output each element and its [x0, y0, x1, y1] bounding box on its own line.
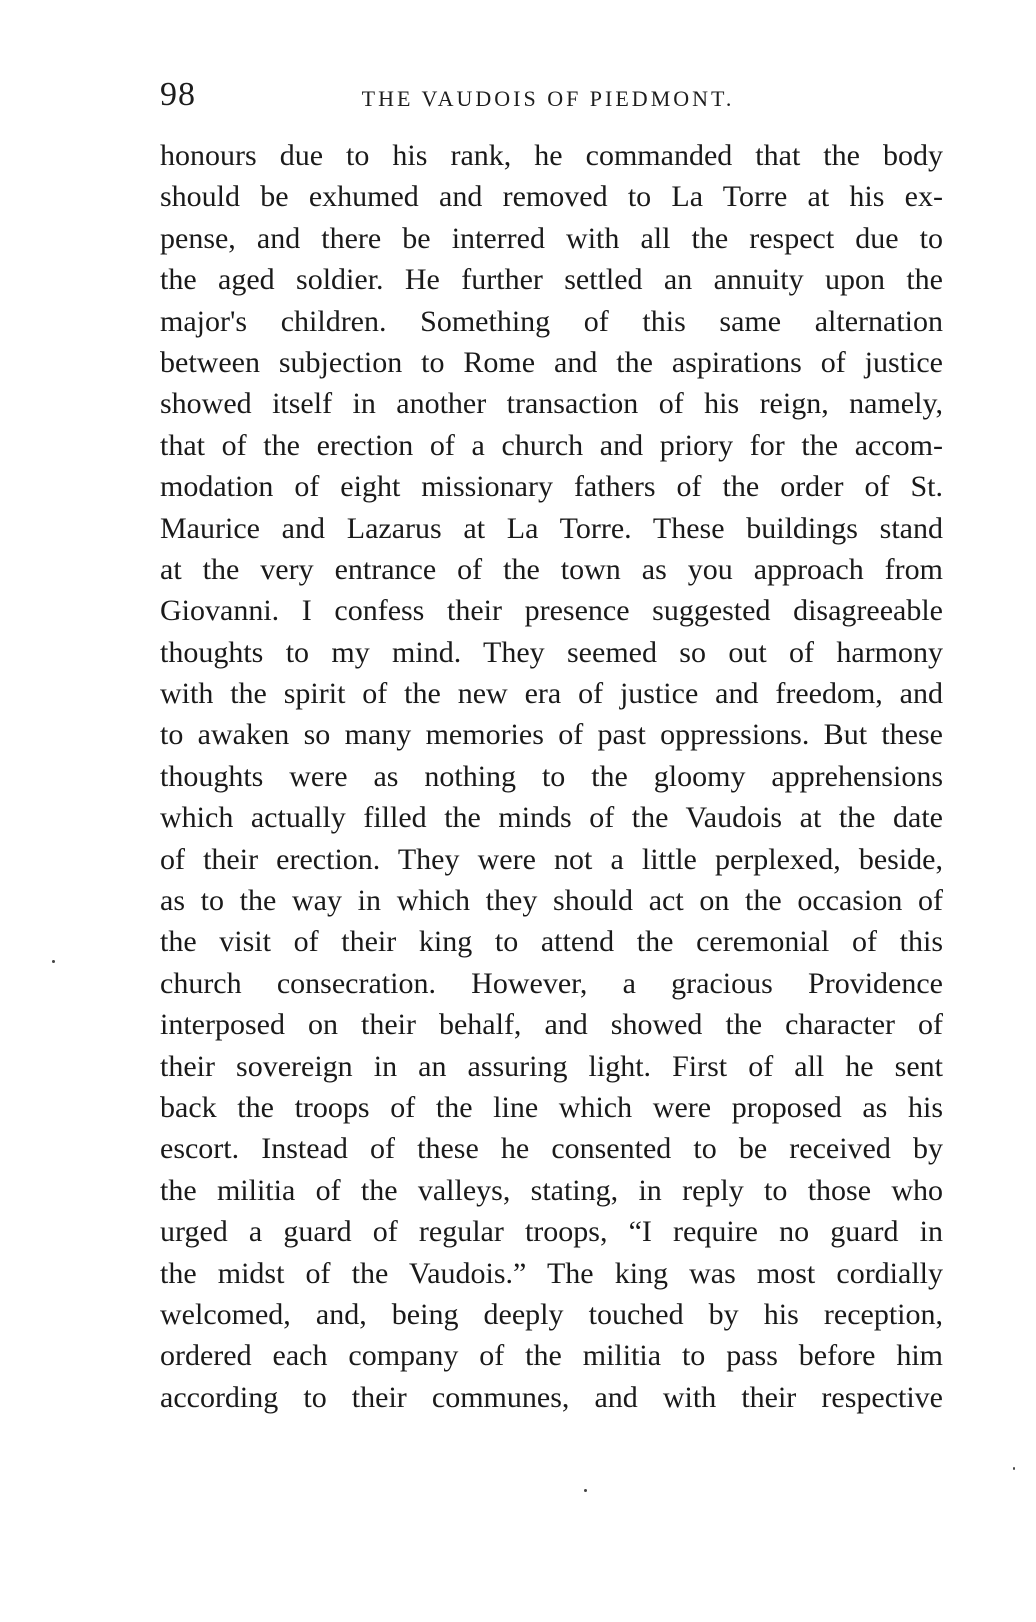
text-line: as to the way in which they should act on the occasion of: [160, 884, 943, 918]
text-line: thoughts were as nothing to the gloomy apprehensions: [160, 759, 943, 793]
text-line: the militia of the valleys, stating, in reply to those who: [160, 1173, 943, 1207]
scan-speck: [584, 1489, 587, 1492]
text-line: the midst of the Vaudois.” The king was most cordially: [160, 1256, 943, 1290]
text-line: escort. Instead of these he consented to be received by: [160, 1132, 943, 1166]
text-line: at the very entrance of the town as you approach from: [160, 552, 943, 586]
text-line: honours due to his rank, he commanded that the body: [160, 139, 943, 172]
scan-speck: [1013, 1467, 1015, 1470]
text-line: Maurice and Lazarus at La Torre. These buildings stand: [160, 511, 943, 545]
text-line: major's children. Something of this same alternation: [160, 304, 943, 338]
text-line: modation of eight missionary fathers of the order of St.: [160, 470, 943, 504]
text-line: pense, and there be interred with all the respect due to: [160, 221, 943, 255]
text-line: urged a guard of regular troops, “I require no guard in: [160, 1215, 943, 1249]
text-line: should be exhumed and removed to La Torre at his ex-: [160, 180, 943, 214]
scan-speck: [52, 960, 55, 963]
text-line: welcomed, and, being deeply touched by his reception,: [160, 1297, 943, 1331]
text-line: church consecration. However, a gracious Providence: [160, 966, 943, 1000]
body-text: [160, 135, 943, 1418]
text-line: ordered each company of the militia to pass before him: [160, 1339, 943, 1373]
text-line: their sovereign in an assuring light. First of all he sent: [160, 1049, 943, 1083]
text-line: between subjection to Rome and the aspirations of justice: [160, 345, 943, 379]
text-line: back the troops of the line which were proposed as his: [160, 1090, 943, 1124]
page-number: 98: [160, 76, 196, 113]
text-line: which actually filled the minds of the Vaudois at the date: [160, 801, 943, 835]
text-line: that of the erection of a church and priory for the accom-: [160, 428, 943, 462]
text-line: Giovanni. I confess their presence suggested disagreeable: [160, 594, 943, 628]
text-line: with the spirit of the new era of justice and freedom, and: [160, 677, 943, 711]
text-line: of their erection. They were not a little perplexed, beside,: [160, 842, 943, 876]
text-line: interposed on their behalf, and showed the character of: [160, 1008, 943, 1042]
text-line: according to their communes, and with their respective: [160, 1380, 943, 1414]
text-line: showed itself in another transaction of his reign, namely,: [160, 387, 943, 421]
text-line: thoughts to my mind. They seemed so out of harmony: [160, 635, 943, 669]
text-line: the aged soldier. He further settled an annuity upon the: [160, 263, 943, 297]
text-line: to awaken so many memories of past oppressions. But these: [160, 718, 943, 752]
running-title: THE VAUDOIS OF PIEDMONT.: [361, 86, 735, 111]
text-line: the visit of their king to attend the ceremonial of this: [160, 925, 943, 959]
